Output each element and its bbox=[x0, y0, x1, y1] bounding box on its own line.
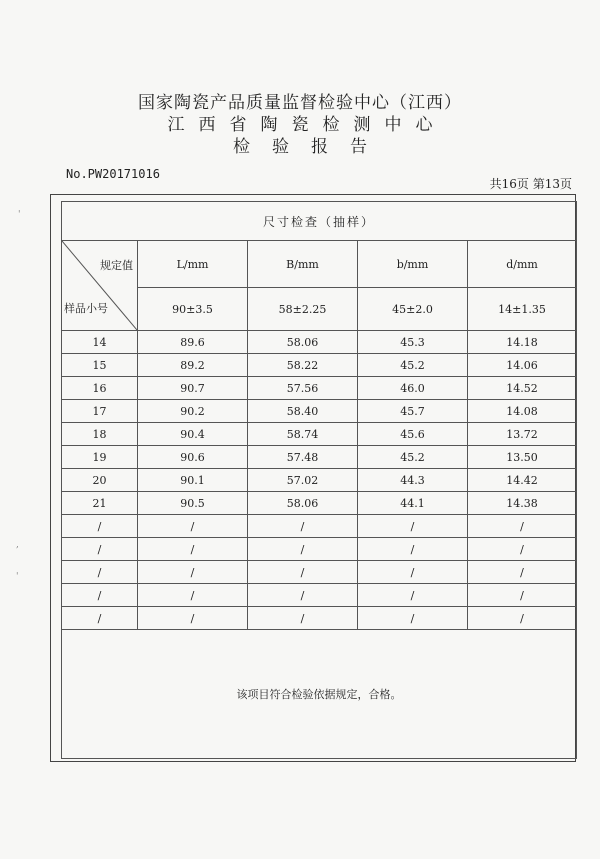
measurement-cell: 57.02 bbox=[248, 469, 358, 492]
dimension-table bbox=[61, 201, 577, 759]
measurement-cell: / bbox=[248, 515, 358, 538]
sample-number-cell: 16 bbox=[62, 377, 138, 400]
measurement-cell: 58.22 bbox=[248, 354, 358, 377]
sample-number-cell: / bbox=[62, 538, 138, 561]
sample-number-cell: 21 bbox=[62, 492, 138, 515]
measurement-cell: / bbox=[358, 515, 468, 538]
measurement-cell: 45.7 bbox=[358, 400, 468, 423]
report-header bbox=[0, 92, 600, 158]
measurement-cell: 58.40 bbox=[248, 400, 358, 423]
spec-l: 90±3.5 bbox=[138, 288, 248, 331]
measurement-cell: 14.38 bbox=[468, 492, 577, 515]
corner-label-spec: 规定值 bbox=[100, 259, 133, 272]
column-header-d: d/mm bbox=[468, 241, 577, 288]
table-row bbox=[62, 607, 577, 630]
column-header-b-lower: b/mm bbox=[358, 241, 468, 288]
scan-mark: ' bbox=[18, 210, 21, 220]
section-title: 尺寸检查（抽样） bbox=[62, 202, 577, 241]
measurement-cell: 45.6 bbox=[358, 423, 468, 446]
table-row bbox=[62, 423, 577, 446]
measurement-cell: / bbox=[248, 584, 358, 607]
measurement-cell: 45.2 bbox=[358, 446, 468, 469]
measurement-cell: 90.7 bbox=[138, 377, 248, 400]
sample-number-cell: / bbox=[62, 584, 138, 607]
sample-number-cell: 18 bbox=[62, 423, 138, 446]
conclusion-text: 该项目符合检验依据规定，合格。 bbox=[62, 630, 577, 759]
measurement-cell: / bbox=[248, 538, 358, 561]
report-number: No.PW20171016 bbox=[66, 167, 160, 181]
measurement-cell: / bbox=[468, 584, 577, 607]
measurement-cell: 90.6 bbox=[138, 446, 248, 469]
sample-number-cell: / bbox=[62, 607, 138, 630]
measurement-cell: / bbox=[468, 515, 577, 538]
measurement-cell: 90.1 bbox=[138, 469, 248, 492]
measurement-cell: / bbox=[358, 607, 468, 630]
measurement-cell: 90.2 bbox=[138, 400, 248, 423]
measurement-cell: / bbox=[138, 607, 248, 630]
scan-mark: , bbox=[16, 540, 19, 550]
measurement-cell: 14.42 bbox=[468, 469, 577, 492]
measurement-cell: 90.5 bbox=[138, 492, 248, 515]
table-row bbox=[62, 377, 577, 400]
sample-number-cell: 15 bbox=[62, 354, 138, 377]
sample-number-cell: 17 bbox=[62, 400, 138, 423]
measurement-cell: 44.1 bbox=[358, 492, 468, 515]
table-row bbox=[62, 446, 577, 469]
measurement-cell: / bbox=[248, 607, 358, 630]
measurement-cell: / bbox=[468, 561, 577, 584]
center-name-sub: 江西省陶瓷检测中心 bbox=[167, 115, 447, 135]
column-header-b-upper: B/mm bbox=[248, 241, 358, 288]
table-row bbox=[62, 331, 577, 354]
center-name: 国家陶瓷产品质量监督检验中心（江西） bbox=[138, 93, 462, 113]
measurement-cell: 46.0 bbox=[358, 377, 468, 400]
measurement-cell: / bbox=[358, 561, 468, 584]
table-row bbox=[62, 469, 577, 492]
measurement-cell: 58.06 bbox=[248, 492, 358, 515]
table-row bbox=[62, 561, 577, 584]
report-title: 检验报告 bbox=[233, 137, 389, 157]
measurement-cell: 13.72 bbox=[468, 423, 577, 446]
table-row bbox=[62, 400, 577, 423]
spec-b-upper: 58±2.25 bbox=[248, 288, 358, 331]
scan-mark: ' bbox=[16, 572, 19, 582]
measurement-cell: 89.2 bbox=[138, 354, 248, 377]
measurement-cell: 13.50 bbox=[468, 446, 577, 469]
measurement-cell: 44.3 bbox=[358, 469, 468, 492]
measurement-cell: / bbox=[468, 607, 577, 630]
table-row bbox=[62, 538, 577, 561]
measurement-cell: 45.3 bbox=[358, 331, 468, 354]
sample-number-cell: / bbox=[62, 515, 138, 538]
page-counter: 共16页 第13页 bbox=[489, 177, 572, 191]
measurement-cell: / bbox=[358, 584, 468, 607]
table-row bbox=[62, 492, 577, 515]
table-row bbox=[62, 354, 577, 377]
sample-number-cell: 20 bbox=[62, 469, 138, 492]
measurement-cell: 58.74 bbox=[248, 423, 358, 446]
measurement-cell: 45.2 bbox=[358, 354, 468, 377]
measurement-cell: / bbox=[248, 561, 358, 584]
measurement-cell: 57.48 bbox=[248, 446, 358, 469]
conclusion-row bbox=[62, 630, 577, 759]
measurement-cell: / bbox=[138, 538, 248, 561]
measurement-cell: 89.6 bbox=[138, 331, 248, 354]
measurement-cell: 57.56 bbox=[248, 377, 358, 400]
column-header-l: L/mm bbox=[138, 241, 248, 288]
measurement-cell: / bbox=[358, 538, 468, 561]
spec-b-lower: 45±2.0 bbox=[358, 288, 468, 331]
measurement-cell: 14.18 bbox=[468, 331, 577, 354]
corner-label-sample: 样品小号 bbox=[64, 302, 108, 315]
table-row bbox=[62, 515, 577, 538]
measurement-cell: 58.06 bbox=[248, 331, 358, 354]
measurement-cell: / bbox=[468, 538, 577, 561]
sample-number-cell: / bbox=[62, 561, 138, 584]
sample-number-cell: 14 bbox=[62, 331, 138, 354]
measurement-cell: / bbox=[138, 515, 248, 538]
measurement-cell: 14.06 bbox=[468, 354, 577, 377]
spec-d: 14±1.35 bbox=[468, 288, 577, 331]
diagonal-line bbox=[62, 241, 137, 330]
measurement-cell: 90.4 bbox=[138, 423, 248, 446]
sample-number-cell: 19 bbox=[62, 446, 138, 469]
corner-cell bbox=[62, 241, 138, 331]
measurement-cell: 14.08 bbox=[468, 400, 577, 423]
table-row bbox=[62, 584, 577, 607]
measurement-cell: 14.52 bbox=[468, 377, 577, 400]
measurement-cell: / bbox=[138, 561, 248, 584]
measurement-cell: / bbox=[138, 584, 248, 607]
